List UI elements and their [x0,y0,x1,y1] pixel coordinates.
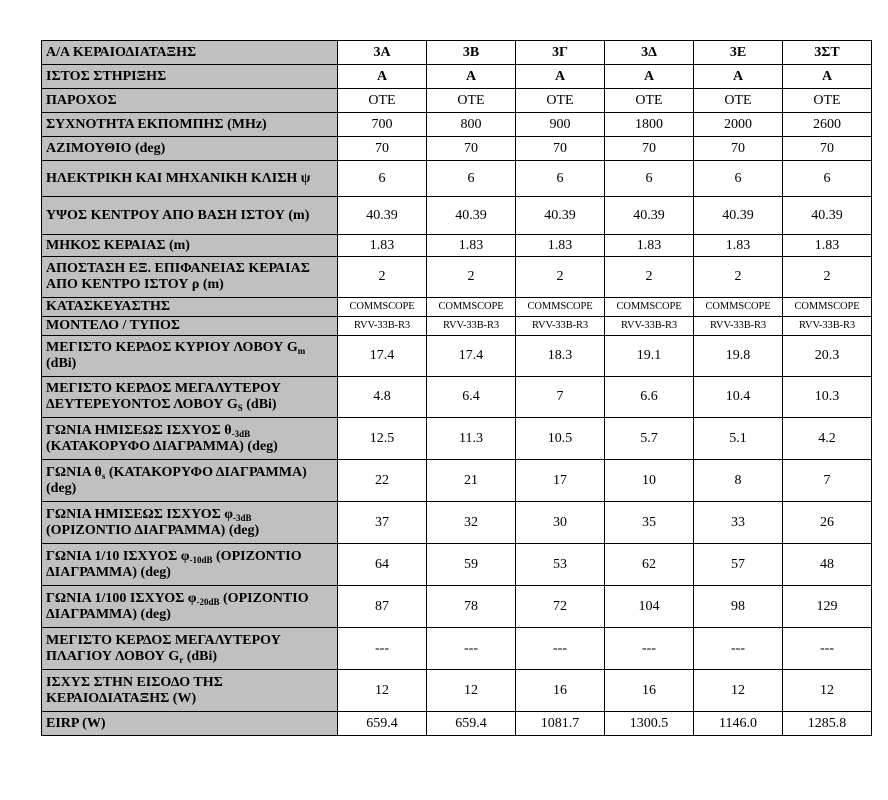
value-cell: 10.3 [783,377,872,418]
value-cell: 16 [605,670,694,712]
value-cell: ΟΤΕ [605,89,694,113]
value-cell: 19.8 [694,336,783,377]
antenna-spec-table [41,40,872,736]
row-label: ΜΕΓΙΣΤΟ ΚΕΡΔΟΣ ΜΕΓΑΛΥΤΕΡΟΥ ΔΕΥΤΕΡΕΥΟΝΤΟΣ ΛΟΒΟΥ $G_S$ (dBi) [42,377,338,418]
value-cell: 70 [605,137,694,161]
value-cell: 3Δ [605,41,694,65]
value-cell: COMMSCOPE [516,298,605,317]
table-row [42,235,872,257]
spec-table-body [42,41,872,736]
value-cell: 33 [694,502,783,544]
value-cell: 1.83 [605,235,694,257]
row-label: ΙΣΤΟΣ ΣΤΗΡΙΞΗΣ [42,65,338,89]
value-cell: 5.1 [694,418,783,460]
table-row [42,137,872,161]
value-cell: 70 [427,137,516,161]
value-cell: 20.3 [783,336,872,377]
value-cell: Α [427,65,516,89]
value-cell: --- [783,628,872,670]
value-cell: 16 [516,670,605,712]
row-label: ΙΣΧΥΣ ΣΤΗΝ ΕΙΣΟΔΟ ΤΗΣ ΚΕΡΑΙΟΔΙΑΤΑΞΗΣ (W) [42,670,338,712]
value-cell: 6.4 [427,377,516,418]
value-cell: 1300.5 [605,712,694,736]
row-label: Α/Α ΚΕΡΑΙΟΔΙΑΤΑΞΗΣ [42,41,338,65]
table-row [42,317,872,336]
value-cell: 2 [694,257,783,298]
value-cell: COMMSCOPE [783,298,872,317]
value-cell: RVV-33B-R3 [516,317,605,336]
row-label: ΣΥΧΝΟΤΗΤΑ ΕΚΠΟΜΠΗΣ (MHz) [42,113,338,137]
value-cell: 12 [338,670,427,712]
row-label: ΜΕΓΙΣΤΟ ΚΕΡΔΟΣ ΜΕΓΑΛΥΤΕΡΟΥ ΠΛΑΓΙΟΥ ΛΟΒΟΥ $G_r$ (dBi) [42,628,338,670]
value-cell: 3Γ [516,41,605,65]
table-row [42,502,872,544]
value-cell: 40.39 [605,197,694,235]
value-cell: 87 [338,586,427,628]
value-cell: Α [338,65,427,89]
value-cell: 62 [605,544,694,586]
value-cell: 40.39 [427,197,516,235]
value-cell: Α [605,65,694,89]
value-cell: 59 [427,544,516,586]
value-cell: RVV-33B-R3 [605,317,694,336]
table-row [42,628,872,670]
value-cell: 659.4 [338,712,427,736]
value-cell: 6.6 [605,377,694,418]
table-row [42,41,872,65]
value-cell: 7 [516,377,605,418]
table-row [42,377,872,418]
value-cell: 17.4 [427,336,516,377]
value-cell: COMMSCOPE [427,298,516,317]
value-cell: 40.39 [516,197,605,235]
value-cell: 70 [694,137,783,161]
value-cell: 2 [516,257,605,298]
value-cell: 57 [694,544,783,586]
value-cell: RVV-33B-R3 [338,317,427,336]
value-cell: 1146.0 [694,712,783,736]
row-label: ΓΩΝΙΑ 1/10 ΙΣΧΥΟΣ $\varphi_{-10dB}$ (ΟΡΙΖΟΝΤΙΟ ΔΙΑΓΡΑΜΜΑ) (deg) [42,544,338,586]
value-cell: 2 [427,257,516,298]
value-cell: 40.39 [338,197,427,235]
value-cell: 19.1 [605,336,694,377]
value-cell: 6 [338,161,427,197]
value-cell: Α [783,65,872,89]
table-row [42,65,872,89]
value-cell: 10.4 [694,377,783,418]
table-row [42,670,872,712]
value-cell: 17 [516,460,605,502]
value-cell: RVV-33B-R3 [783,317,872,336]
table-row [42,460,872,502]
row-label: ΓΩΝΙΑ 1/100 ΙΣΧΥΟΣ $\varphi_{-20dB}$ (ΟΡΙΖΟΝΤΙΟ ΔΙΑΓΡΑΜΜΑ) (deg) [42,586,338,628]
value-cell: RVV-33B-R3 [694,317,783,336]
value-cell: ΟΤΕ [516,89,605,113]
value-cell: 12 [427,670,516,712]
value-cell: 3Β [427,41,516,65]
row-label: ΜΗΚΟΣ ΚΕΡΑΙΑΣ (m) [42,235,338,257]
value-cell: 2600 [783,113,872,137]
value-cell: --- [338,628,427,670]
value-cell: Α [516,65,605,89]
value-cell: COMMSCOPE [338,298,427,317]
value-cell: RVV-33B-R3 [427,317,516,336]
value-cell: 98 [694,586,783,628]
value-cell: 78 [427,586,516,628]
value-cell: 1081.7 [516,712,605,736]
value-cell: 2 [783,257,872,298]
value-cell: 6 [516,161,605,197]
value-cell: 3Α [338,41,427,65]
table-row [42,712,872,736]
value-cell: 40.39 [783,197,872,235]
value-cell: 6 [783,161,872,197]
value-cell: 129 [783,586,872,628]
table-row [42,113,872,137]
table-row [42,257,872,298]
value-cell: 12 [783,670,872,712]
row-label: ΜΕΓΙΣΤΟ ΚΕΡΔΟΣ ΚΥΡΙΟΥ ΛΟΒΟΥ $G_m$ (dBi) [42,336,338,377]
row-label: ΜΟΝΤΕΛΟ / ΤΥΠΟΣ [42,317,338,336]
value-cell: 1285.8 [783,712,872,736]
value-cell: ΟΤΕ [694,89,783,113]
value-cell: --- [605,628,694,670]
row-label: ΚΑΤΑΣΚΕΥΑΣΤΗΣ [42,298,338,317]
row-label: ΓΩΝΙΑ ΗΜΙΣΕΩΣ ΙΣΧΥΟΣ $\theta_{-3dB}$ (ΚΑΤΑΚΟΡΥΦΟ ΔΙΑΓΡΑΜΜΑ) (deg) [42,418,338,460]
value-cell: 1800 [605,113,694,137]
value-cell: 2 [605,257,694,298]
row-label: ΥΨΟΣ ΚΕΝΤΡΟΥ ΑΠΟ ΒΑΣΗ ΙΣΤΟΥ (m) [42,197,338,235]
row-label: EIRP (W) [42,712,338,736]
value-cell: 1.83 [783,235,872,257]
value-cell: --- [427,628,516,670]
value-cell: 18.3 [516,336,605,377]
value-cell: 53 [516,544,605,586]
value-cell: 104 [605,586,694,628]
value-cell: 5.7 [605,418,694,460]
table-row [42,336,872,377]
value-cell: 1.83 [427,235,516,257]
value-cell: 22 [338,460,427,502]
value-cell: 700 [338,113,427,137]
value-cell: Α [694,65,783,89]
row-label: ΠΑΡΟΧΟΣ [42,89,338,113]
value-cell: 12 [694,670,783,712]
value-cell: 17.4 [338,336,427,377]
table-row [42,89,872,113]
row-label: ΗΛΕΚΤΡΙΚΗ ΚΑΙ ΜΗΧΑΝΙΚΗ ΚΛΙΣΗ ψ [42,161,338,197]
value-cell: 10.5 [516,418,605,460]
value-cell: 3Ε [694,41,783,65]
value-cell: 1.83 [694,235,783,257]
value-cell: 659.4 [427,712,516,736]
value-cell: --- [694,628,783,670]
value-cell: 800 [427,113,516,137]
value-cell: 6 [694,161,783,197]
value-cell: --- [516,628,605,670]
value-cell: 32 [427,502,516,544]
value-cell: 30 [516,502,605,544]
value-cell: 900 [516,113,605,137]
value-cell: 10 [605,460,694,502]
table-row [42,418,872,460]
value-cell: ΟΤΕ [783,89,872,113]
value-cell: 37 [338,502,427,544]
value-cell: 70 [783,137,872,161]
row-label: ΓΩΝΙΑ $\theta_s$ (ΚΑΤΑΚΟΡΥΦΟ ΔΙΑΓΡΑΜΜΑ) (deg) [42,460,338,502]
value-cell: 7 [783,460,872,502]
value-cell: COMMSCOPE [694,298,783,317]
value-cell: 64 [338,544,427,586]
value-cell: 1.83 [338,235,427,257]
table-row [42,544,872,586]
table-row [42,161,872,197]
row-label: ΓΩΝΙΑ ΗΜΙΣΕΩΣ ΙΣΧΥΟΣ $\varphi_{-3dB}$ (ΟΡΙΖΟΝΤΙΟ ΔΙΑΓΡΑΜΜΑ) (deg) [42,502,338,544]
value-cell: COMMSCOPE [605,298,694,317]
value-cell: ΟΤΕ [427,89,516,113]
value-cell: 6 [605,161,694,197]
value-cell: 35 [605,502,694,544]
value-cell: 6 [427,161,516,197]
row-label: ΑΠΟΣΤΑΣΗ ΕΞ. ΕΠΙΦΑΝΕΙΑΣ ΚΕΡΑΙΑΣ ΑΠΟ ΚΕΝΤΡΟ ΙΣΤΟΥ ρ (m) [42,257,338,298]
table-row [42,298,872,317]
value-cell: 4.8 [338,377,427,418]
value-cell: 40.39 [694,197,783,235]
value-cell: 12.5 [338,418,427,460]
value-cell: 1.83 [516,235,605,257]
value-cell: 2000 [694,113,783,137]
value-cell: 70 [338,137,427,161]
table-row [42,586,872,628]
value-cell: 4.2 [783,418,872,460]
value-cell: 8 [694,460,783,502]
value-cell: 70 [516,137,605,161]
value-cell: 48 [783,544,872,586]
value-cell: ΟΤΕ [338,89,427,113]
row-label: ΑΖΙΜΟΥΘΙΟ (deg) [42,137,338,161]
value-cell: 72 [516,586,605,628]
value-cell: 11.3 [427,418,516,460]
value-cell: 2 [338,257,427,298]
value-cell: 26 [783,502,872,544]
value-cell: 3ΣΤ [783,41,872,65]
table-row [42,197,872,235]
value-cell: 21 [427,460,516,502]
